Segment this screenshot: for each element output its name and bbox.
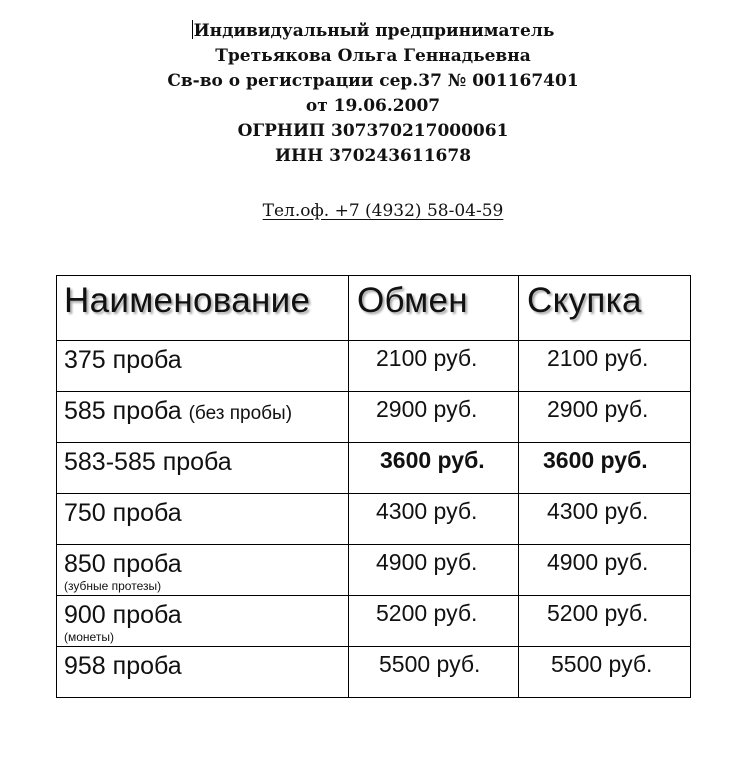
buy-price: 3600 руб. — [543, 447, 648, 473]
assay-name-text: 958 проба — [64, 652, 182, 680]
text-cursor — [192, 20, 193, 39]
buy-price: 4900 руб. — [547, 549, 649, 575]
cell-exchange-price — [349, 596, 519, 647]
cell-name — [57, 545, 349, 596]
header-line-registration-date: от 19.06.2007 — [305, 96, 441, 116]
assay-name — [64, 344, 182, 376]
cell-exchange-price — [349, 341, 519, 392]
buy-price: 4300 руб. — [547, 498, 649, 524]
assay-name-text: 583-585 проба — [64, 448, 232, 476]
cell-exchange-price — [349, 545, 519, 596]
cell-exchange-price — [349, 647, 519, 698]
assay-name-text: 750 проба — [64, 499, 182, 527]
cell-name — [57, 494, 349, 545]
exchange-price: 5500 руб. — [379, 651, 481, 677]
exchange-price: 3600 руб. — [380, 447, 485, 473]
assay-name-text: 850 проба — [64, 550, 182, 578]
exchange-price: 5200 руб. — [376, 600, 478, 626]
assay-name — [64, 650, 182, 682]
price-table — [56, 275, 691, 698]
office-phone: Тел.оф. +7 (4932) 58-04-59 — [262, 201, 504, 221]
cell-exchange-price — [349, 494, 519, 545]
assay-name — [64, 548, 182, 580]
table-row — [57, 596, 691, 647]
document-header — [0, 19, 734, 169]
table-row — [57, 647, 691, 698]
buy-price: 5200 руб. — [547, 600, 649, 626]
cell-name — [57, 392, 349, 443]
cell-buy-price — [519, 443, 691, 494]
cell-buy-price — [519, 545, 691, 596]
table-row — [57, 494, 691, 545]
cell-buy-price — [519, 494, 691, 545]
cell-name — [57, 341, 349, 392]
table-row — [57, 443, 691, 494]
assay-name — [64, 446, 232, 478]
cell-buy-price — [519, 341, 691, 392]
exchange-price: 2900 руб. — [376, 396, 478, 422]
column-header-exchange — [349, 276, 519, 341]
column-header-exchange-text: Обмен — [357, 281, 468, 320]
header-line-entrepreneur-text: Индивидуальный предприниматель — [193, 21, 555, 41]
table-row — [57, 545, 691, 596]
table-row — [57, 341, 691, 392]
column-header-name — [57, 276, 349, 341]
header-line-owner-name: Третьякова Ольга Геннадьевна — [215, 46, 531, 66]
assay-name — [64, 497, 182, 529]
cell-exchange-price — [349, 443, 519, 494]
assay-name — [64, 599, 182, 631]
header-line-ogrnip: ОГРНИП 307370217000061 — [237, 121, 509, 141]
assay-name — [64, 395, 292, 430]
assay-note: (зубные протезы) — [64, 579, 162, 593]
cell-exchange-price — [349, 392, 519, 443]
column-header-buy — [519, 276, 691, 341]
cell-name — [57, 596, 349, 647]
assay-note: (монеты) — [64, 630, 114, 644]
cell-buy-price — [519, 392, 691, 443]
assay-name-text: 900 проба — [64, 601, 182, 629]
exchange-price: 2100 руб. — [376, 345, 478, 371]
assay-name-text: 585 проба — [64, 397, 189, 425]
table-row — [57, 392, 691, 443]
exchange-price: 4900 руб. — [376, 549, 478, 575]
exchange-price: 4300 руб. — [376, 498, 478, 524]
buy-price: 2900 руб. — [547, 396, 649, 422]
header-line-inn: ИНН 370243611678 — [274, 146, 472, 166]
buy-price: 5500 руб. — [551, 651, 653, 677]
cell-name — [57, 443, 349, 494]
table-header-row — [57, 276, 691, 341]
column-header-buy-text: Скупка — [527, 281, 642, 320]
assay-name-text: 375 проба — [64, 346, 182, 374]
buy-price: 2100 руб. — [547, 345, 649, 371]
header-line-entrepreneur — [0, 19, 734, 44]
header-line-registration: Св-во о регистрации сер.37 № 001167401 — [167, 71, 579, 91]
cell-buy-price — [519, 596, 691, 647]
assay-name-qualifier: (без пробы) — [188, 403, 293, 424]
cell-buy-price — [519, 647, 691, 698]
cell-name — [57, 647, 349, 698]
column-header-name-text: Наименование — [64, 281, 311, 320]
